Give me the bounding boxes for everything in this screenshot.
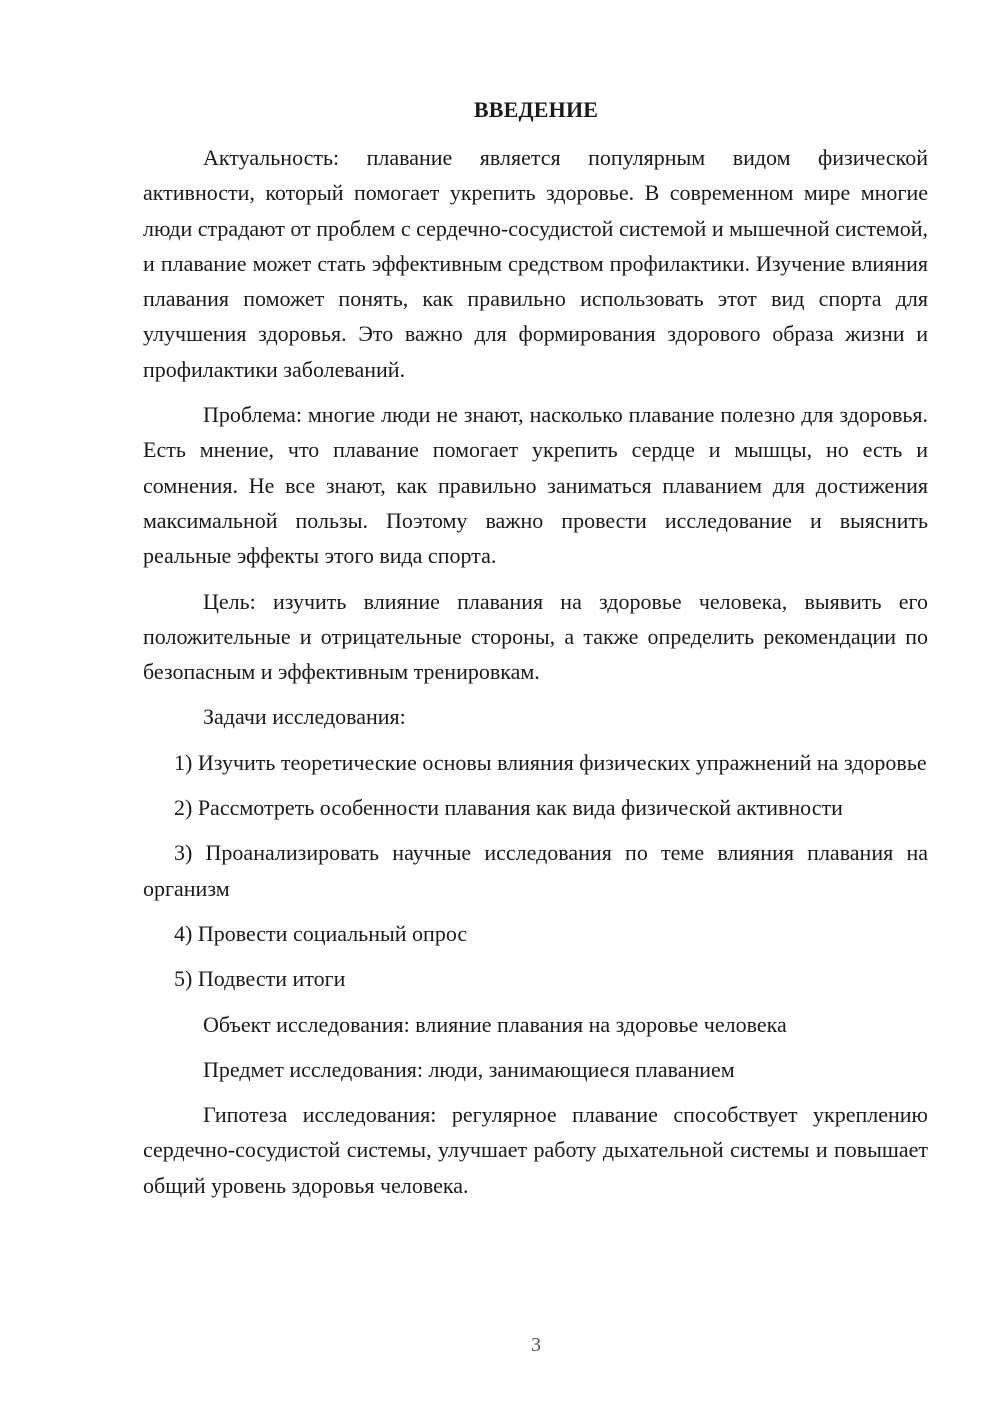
section-heading: ВВЕДЕНИЕ <box>473 97 599 122</box>
task-item-2: 2) Рассмотреть особенности плавания как вида физической активности <box>174 795 843 821</box>
task-item-4: 4) Провести социальный опрос <box>174 920 468 946</box>
task-item-3: 3) Проанализировать научные исследования по теме влияния плавания на организм <box>143 840 928 901</box>
document-body <box>143 140 928 1213</box>
page-number: 3 <box>531 1334 541 1356</box>
paragraph-hypothesis: Гипотеза исследования: регулярное плавание способствует укреплению сердечно-сосудистой системы, улучшает работу дыхательной системы и повышает общий уровень здоровья человека. <box>143 1102 928 1198</box>
task-item-5: 5) Подвести итоги <box>174 966 346 992</box>
paragraph-object: Объект исследования: влияние плавания на здоровье человека <box>203 1011 787 1037</box>
paragraph-problem: Проблема: многие люди не знают, насколько плавание полезно для здоровья. Есть мнение, что плавание помогает укрепить сердце и мышцы, но есть и сомнения. Не все знают, как правильно заниматься плаванием для достижения максимальной пользы. Поэтому важно провести исследование и выяснить реальные эффекты этого вида спорта. <box>143 402 928 569</box>
paragraph-relevance: Актуальность: плавание является популярным видом физической активности, который помогает укрепить здоровье. В современном мире многие люди страдают от проблем с сердечно-сосудистой системой и мышечной системой, и плавание может стать эффективным средством профилактики. Изучение влияния плавания поможет понять, как правильно использовать этот вид спорта для улучшения здоровья. Это важно для формирования здорового образа жизни и профилактики заболеваний. <box>143 145 928 382</box>
tasks-title: Задачи исследования: <box>203 704 406 730</box>
paragraph-goal: Цель: изучить влияние плавания на здоровье человека, выявить его положительные и отрицательные стороны, а также определить рекомендации по безопасным и эффективным тренировкам. <box>143 588 928 685</box>
task-item-1: 1) Изучить теоретические основы влияния физических упражнений на здоровье <box>174 749 927 775</box>
paragraph-subject: Предмет исследования: люди, занимающиеся плаванием <box>203 1056 735 1082</box>
